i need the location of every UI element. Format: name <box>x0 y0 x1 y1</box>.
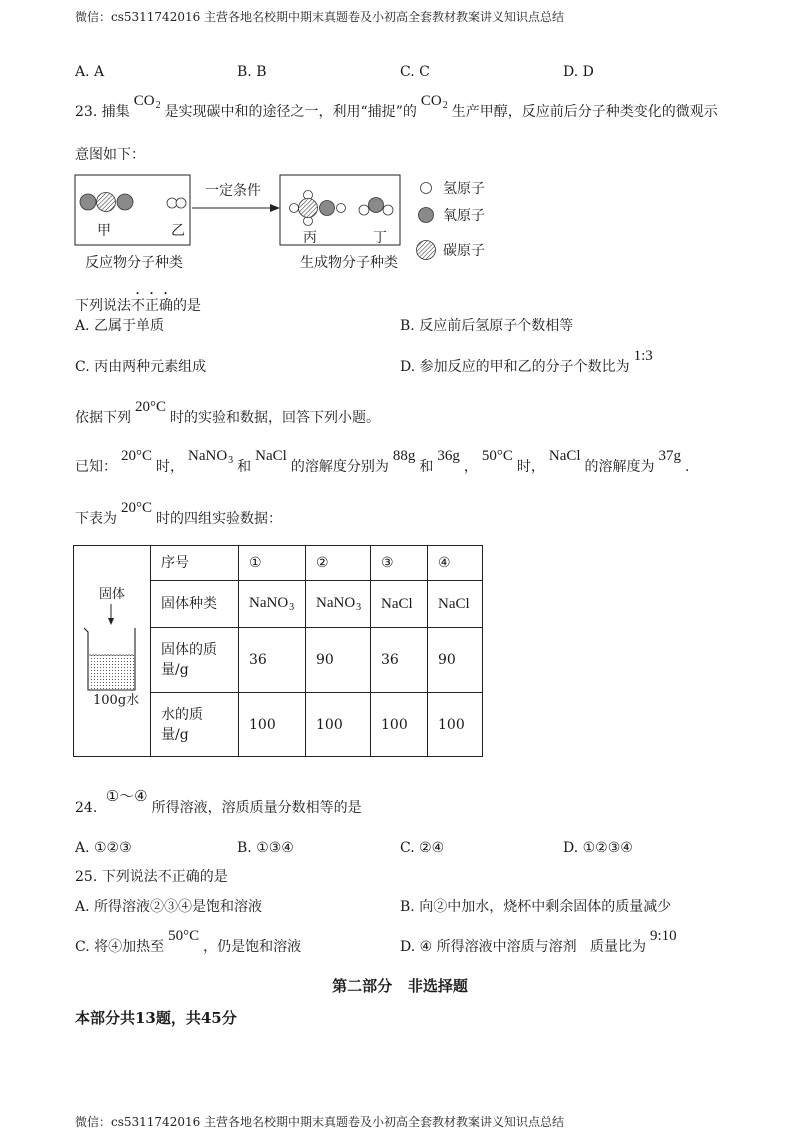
legend-hydrogen-icon <box>421 183 432 194</box>
table-cell: 90 <box>306 628 371 693</box>
q23-stem-text-1: 23. 捕集 <box>75 104 130 120</box>
nano3-formula-subscript: 3 <box>356 602 362 613</box>
known-data-line <box>75 448 690 476</box>
q25-option-c-text-2: ，仍是饱和溶液 <box>203 939 302 955</box>
co2-formula <box>134 93 161 109</box>
temperature-value: 20°C <box>121 448 153 464</box>
page-header-text: 微信：cs5311742016 主营各地名校期中期末真题卷及小初高全套教材教案讲义知识点总结 <box>75 10 565 24</box>
table-cell: ③ <box>371 546 428 581</box>
legend-hydrogen-label: 氢原子 <box>443 181 485 197</box>
nano3-formula-main: NaNO <box>249 595 289 611</box>
q25-stem: 25. 下列说法不正确的是 <box>75 869 228 885</box>
group-intro-text-1: 依据下列 <box>75 410 131 426</box>
q24-option-a: A. ①②③ <box>75 840 132 856</box>
q22-option-c: C. C <box>400 64 430 80</box>
q23-question <box>75 290 201 314</box>
nano3-formula <box>188 448 233 464</box>
reaction-condition: 一定条件 <box>205 183 261 199</box>
known-text: 的溶解度分别为 <box>290 459 389 475</box>
table-cell <box>306 581 371 628</box>
table-row-label: 水的质量/g <box>151 693 239 757</box>
nacl-formula: NaCl <box>548 448 581 464</box>
legend-carbon-label: 碳原子 <box>443 243 485 259</box>
table-cell: ④ <box>428 546 483 581</box>
temperature-value: 50°C <box>481 448 513 464</box>
q23-option-d-text: D. 参加反应的甲和乙的分子个数比为 <box>400 359 630 375</box>
nano3-formula-subscript: 3 <box>228 455 234 466</box>
q25-option-a: A. 所得溶液②③④是饱和溶液 <box>75 899 263 915</box>
product-d-label: 丁 <box>373 230 387 246</box>
carbon-atom <box>299 199 318 218</box>
q25-option-d <box>400 928 681 955</box>
q25-option-c-text-1: C. 将④加热至 <box>75 939 165 955</box>
known-text: 和 <box>237 459 252 475</box>
table-row-label: 序号 <box>151 546 239 581</box>
table-cell: ① <box>239 546 306 581</box>
nano3-formula-subscript: 3 <box>289 602 295 613</box>
nano3-formula-main: NaNO <box>188 448 228 464</box>
beaker-water <box>89 655 134 689</box>
nano3-formula-main: NaNO <box>316 595 356 611</box>
co2-formula <box>421 93 448 109</box>
beaker-water-label: 100g水 <box>93 693 140 708</box>
known-text: 时， <box>516 459 545 475</box>
table-cell: 90 <box>428 628 483 693</box>
group-intro <box>75 399 381 426</box>
products-caption: 生成物分子种类 <box>300 255 398 271</box>
q25-option-d-text: D. ④ 所得溶液中溶质与溶剂 质量比为 <box>400 939 646 955</box>
table-cell: NaCl <box>371 581 428 628</box>
table-cell: 100 <box>371 693 428 757</box>
q24-option-b: B. ①③④ <box>237 840 294 856</box>
co2-formula-subscript: 2 <box>155 100 161 111</box>
hydrogen-atom <box>337 204 346 213</box>
table-cell: 36 <box>239 628 306 693</box>
oxygen-atom <box>117 194 133 210</box>
table-row <box>74 546 483 581</box>
reactant-b-label: 乙 <box>171 223 185 239</box>
temperature-value: 20°C <box>121 500 153 516</box>
section-summary: 本部分共13题，共45分 <box>75 1009 237 1027</box>
solubility-value: 37g <box>658 448 682 464</box>
q24-option-d: D. ①②③④ <box>563 840 633 856</box>
co2-formula-subscript: 2 <box>442 100 448 111</box>
legend-oxygen-label: 氧原子 <box>443 208 485 224</box>
q23-stem-text-3: 生产甲醇，反应前后分子种类变化的微观示 <box>451 104 718 120</box>
q24-range: ①～④ <box>105 789 148 805</box>
q23-option-d-ratio: 1:3 <box>633 348 653 364</box>
q23-option-a: A. 乙属于单质 <box>75 318 165 334</box>
molecule-diagram <box>70 165 510 275</box>
table-intro-text-1: 下表为 <box>75 511 117 527</box>
legend-carbon-icon <box>417 241 436 260</box>
q23-stem-line-2: 意图如下： <box>75 147 145 163</box>
page-footer-text: 微信：cs5311742016 主营各地名校期中期末真题卷及小初高全套教材教案讲义知识点总结 <box>75 1115 565 1129</box>
reaction-arrow-head <box>270 204 280 212</box>
q23-option-d <box>400 348 657 375</box>
table-cell: 100 <box>306 693 371 757</box>
table-intro <box>75 500 283 527</box>
carbon-atom <box>97 193 116 212</box>
product-c-label: 丙 <box>303 230 317 246</box>
hydrogen-atom <box>383 205 393 215</box>
known-text: 和 <box>419 459 434 475</box>
co2-formula-main: CO <box>420 93 442 109</box>
co2-formula-main: CO <box>133 93 155 109</box>
q24-stem-text-2: 所得溶液，溶质质量分数相等的是 <box>151 800 362 816</box>
table-cell <box>239 581 306 628</box>
q25-option-d-ratio: 9:10 <box>649 928 677 944</box>
table-cell: 36 <box>371 628 428 693</box>
beaker-icon <box>78 600 143 695</box>
solubility-value: 88g <box>392 448 416 464</box>
beaker-solid-label: 固体 <box>99 587 126 602</box>
hydrogen-atom <box>359 205 369 215</box>
q25-option-b: B. 向②中加水，烧杯中剩余固体的质量减少 <box>400 899 672 915</box>
q23-option-c: C. 丙由两种元素组成 <box>75 359 207 375</box>
table-cell: NaCl <box>428 581 483 628</box>
q25-option-c <box>75 928 302 955</box>
reactant-a-label: 甲 <box>97 223 111 239</box>
known-text: 的溶解度为 <box>584 459 655 475</box>
q22-option-b: B. B <box>237 64 267 80</box>
q23-question-text-1: 下列说法 <box>75 298 131 314</box>
oxygen-atom <box>80 194 96 210</box>
q23-option-b: B. 反应前后氢原子个数相等 <box>400 318 574 334</box>
known-text: 已知： <box>75 459 117 475</box>
hydrogen-atom <box>167 198 177 208</box>
section-title: 第二部分 非选择题 <box>332 977 468 995</box>
temperature-value: 50°C <box>168 928 200 944</box>
table-cell: 100 <box>428 693 483 757</box>
known-text: 时， <box>156 459 185 475</box>
q23-stem-line <box>75 93 718 121</box>
table-cell: ② <box>306 546 371 581</box>
q22-option-d: D. D <box>563 64 594 80</box>
q24-option-c: C. ②④ <box>400 840 445 856</box>
solubility-value: 36g <box>437 448 460 464</box>
q23-stem-text-2: 是实现碳中和的途径之一，利用“捕捉”的 <box>164 104 417 120</box>
q23-question-text-2: 的是 <box>173 298 201 314</box>
oxygen-atom <box>369 198 384 213</box>
table-row-label: 固体种类 <box>151 581 239 628</box>
group-intro-text-2: 时的实验和数据，回答下列小题。 <box>170 410 381 426</box>
oxygen-atom <box>320 201 335 216</box>
q24-stem-text-1: 24. <box>75 800 102 816</box>
q24-stem <box>75 789 362 816</box>
solid-arrow-head <box>108 618 114 625</box>
temperature-value: 20°C <box>135 399 167 415</box>
table-intro-text-2: 时的四组实验数据： <box>156 511 283 527</box>
table-row-label: 固体的质量/g <box>151 628 239 693</box>
q23-question-emphasis: 不正确 <box>131 298 173 314</box>
hydrogen-atom <box>290 204 299 213</box>
reactants-caption: 反应物分子种类 <box>85 255 183 271</box>
known-text: ， <box>463 459 478 475</box>
table-cell: 100 <box>239 693 306 757</box>
known-text: . <box>685 459 690 475</box>
hydrogen-atom <box>176 198 186 208</box>
q22-option-a: A. A <box>75 64 105 80</box>
legend-oxygen-icon <box>419 208 434 223</box>
nacl-formula: NaCl <box>255 448 287 464</box>
